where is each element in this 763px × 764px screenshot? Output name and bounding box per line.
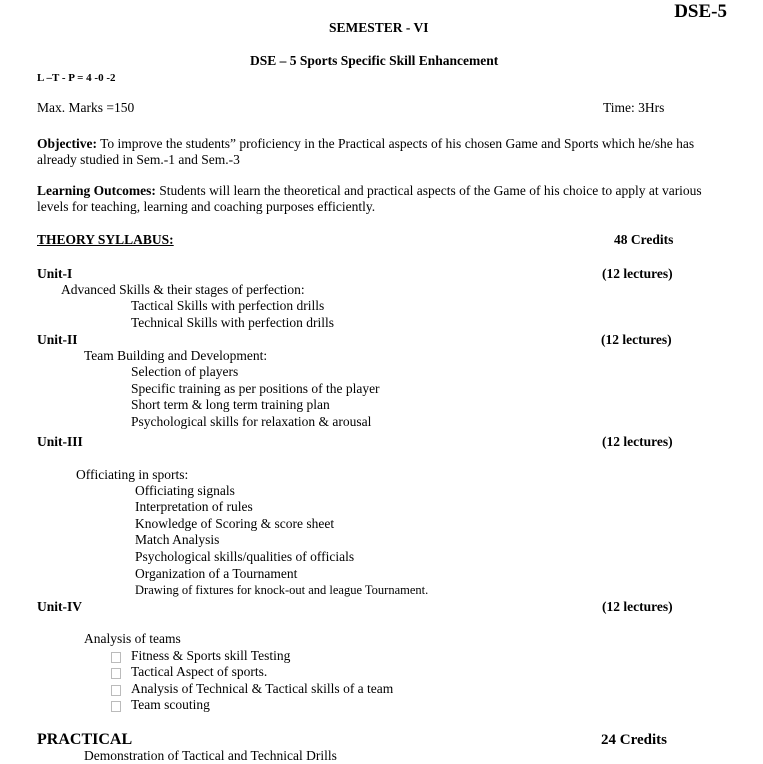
course-title: DSE – 5 Sports Specific Skill Enhancement xyxy=(250,53,499,68)
unit-3-item: Interpretation of rules xyxy=(135,499,253,514)
unit-1-item: Technical Skills with perfection drills xyxy=(131,315,335,330)
unit-4-item-text: Team scouting xyxy=(131,697,210,712)
objective-paragraph xyxy=(37,136,697,168)
unit-1-lectures: (12 lectures) xyxy=(602,266,673,281)
unit-4-title: Unit-IV xyxy=(37,599,83,614)
unit-3-topic: Officiating in sports: xyxy=(76,467,189,482)
document-code: DSE-5 xyxy=(674,1,727,22)
bullet-box-icon xyxy=(111,668,121,679)
bullet-box-icon xyxy=(111,701,121,712)
objective-label: Objective: xyxy=(37,136,97,151)
unit-4-item xyxy=(131,664,267,680)
unit-3-item: Knowledge of Scoring & score sheet xyxy=(135,516,335,531)
unit-1-title: Unit-I xyxy=(37,266,73,281)
practical-heading: PRACTICAL xyxy=(37,731,133,748)
unit-2-item: Psychological skills for relaxation & arousal xyxy=(131,414,372,429)
max-marks: Max. Marks =150 xyxy=(37,100,135,115)
unit-4-topic: Analysis of teams xyxy=(84,631,181,646)
unit-2-title: Unit-II xyxy=(37,332,78,347)
semester-heading: SEMESTER - VI xyxy=(329,20,429,35)
unit-4-lectures: (12 lectures) xyxy=(602,599,673,614)
unit-4-item xyxy=(131,681,393,697)
practical-item: Demonstration of Tactical and Technical Drills xyxy=(84,748,337,763)
practical-credits: 24 Credits xyxy=(601,732,667,748)
unit-3-item: Officiating signals xyxy=(135,483,235,498)
unit-2-topic: Team Building and Development: xyxy=(84,348,268,363)
ltp-ratio: L –T - P = 4 -0 -2 xyxy=(37,72,116,84)
unit-3-item: Organization of a Tournament xyxy=(135,566,298,581)
unit-4-item xyxy=(131,697,210,713)
unit-2-lectures: (12 lectures) xyxy=(601,332,672,347)
unit-3-lectures: (12 lectures) xyxy=(602,434,673,449)
unit-1-item: Tactical Skills with perfection drills xyxy=(131,298,325,313)
theory-syllabus-heading: THEORY SYLLABUS: xyxy=(37,232,174,247)
unit-4-item xyxy=(131,648,290,664)
exam-time: Time: 3Hrs xyxy=(603,100,665,115)
bullet-box-icon xyxy=(111,652,121,663)
unit-4-item-text: Tactical Aspect of sports. xyxy=(131,664,268,679)
unit-3-item: Match Analysis xyxy=(135,532,220,547)
unit-2-item: Short term & long term training plan xyxy=(131,397,330,412)
theory-credits: 48 Credits xyxy=(614,232,674,247)
unit-4-item-text: Fitness & Sports skill Testing xyxy=(131,648,291,663)
unit-3-item: Drawing of fixtures for knock-out and league Tournament. xyxy=(135,583,429,597)
unit-1-topic: Advanced Skills & their stages of perfection: xyxy=(61,282,305,297)
bullet-box-icon xyxy=(111,685,121,696)
learning-outcomes-label: Learning Outcomes: xyxy=(37,183,156,198)
learning-outcomes-text: Students will learn the theoretical and practical aspects of the Game of his choice to apply at various levels for teaching, learning and coaching purposes efficiently. xyxy=(37,183,702,214)
unit-3-item: Psychological skills/qualities of officials xyxy=(135,549,355,564)
learning-outcomes-paragraph xyxy=(37,183,712,215)
objective-text: To improve the students” proficiency in the Practical aspects of his chosen Game and Sports which he/she has already studied in Sem.-1 and Sem.-3 xyxy=(37,136,695,167)
unit-2-item: Specific training as per positions of the player xyxy=(131,381,380,396)
unit-3-title: Unit-III xyxy=(37,434,83,449)
unit-2-item: Selection of players xyxy=(131,364,239,379)
unit-4-item-text: Analysis of Technical & Tactical skills of a team xyxy=(131,681,394,696)
